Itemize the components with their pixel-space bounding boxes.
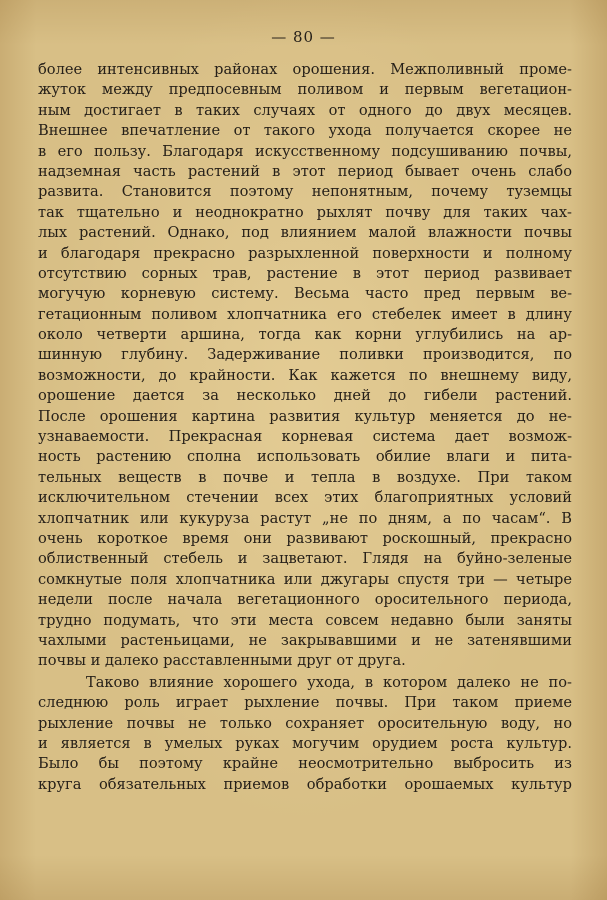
text-line: развита. Становится поэтому непонятным, почему туземцы <box>38 183 572 201</box>
text-line: в его пользу. Благодаря искусственному подсушиванию почвы, <box>38 142 572 160</box>
text-line: около четверти аршина, тогда как корни углубились на ар- <box>38 326 572 344</box>
body-text <box>38 60 572 795</box>
text-line: более интенсивных районах орошения. Межполивный проме- <box>38 61 572 78</box>
text-line: хлопчатник или кукуруза растут „не по дням, а по часам“. В <box>38 509 572 527</box>
text-line: могучую корневую систему. Весьма часто пред первым ве- <box>38 285 572 303</box>
text-line: сомкнутые поля хлопчатника или джугары спустя три — четыре <box>38 570 572 588</box>
text-line: шинную глубину. Задерживание поливки производится, по <box>38 346 572 364</box>
text-line: Было бы поэтому крайне неосмотрительно выбросить из <box>38 755 572 773</box>
text-line: круга обязательных приемов обработки орошаемых культур <box>38 775 572 793</box>
text-line: Внешнее впечатление от такого ухода получается скорее не <box>38 122 572 140</box>
text-line: очень короткое время они развивают роскошный, прекрасно <box>38 529 572 547</box>
text-line: ным достигает в таких случаях от одного до двух месяцев. <box>38 101 572 119</box>
text-line: гетационным поливом хлопчатника его стебелек имеет в длину <box>38 305 572 323</box>
text-line: надземная часть растений в этот период бывает очень слабо <box>38 162 572 180</box>
text-line: рыхление почвы не только сохраняет оросительную воду, но <box>38 714 572 732</box>
text-line: чахлыми растеньицами, не закрывавшими и не затенявшими <box>38 631 572 649</box>
page-number: — 80 — <box>271 28 336 46</box>
text-line: жуток между предпосевным поливом и первым вегетацион- <box>38 81 572 99</box>
text-line: и благодаря прекрасно разрыхленной поверхности и полному <box>38 244 572 262</box>
text-line: так тщательно и неоднократно рыхлят почву для таких чах- <box>38 203 572 221</box>
text-line: узнаваемости. Прекрасная корневая система дает возмож- <box>38 428 572 446</box>
text-line: ность растению сполна использовать обилие влаги и пита- <box>38 448 572 466</box>
text-line: тельных веществ в почве и тепла в воздухе. При таком <box>38 468 572 486</box>
text-line: трудно подумать, что эти места совсем недавно были заняты <box>38 611 572 629</box>
text-line: лых растений. Однако, под влиянием малой влажности почвы <box>38 224 572 242</box>
text-line: исключительном стечении всех этих благоприятных условий <box>38 489 572 507</box>
text-line: орошение дается за несколько дней до гибели растений. <box>38 387 572 405</box>
text-line: После орошения картина развития культур меняется до не- <box>38 407 572 425</box>
text-line: отсутствию сорных трав, растение в этот период развивает <box>38 264 572 282</box>
text-line: облиственный стебель и зацветают. Глядя на буйно-зеленые <box>38 550 572 568</box>
text-line-paragraph-end: почвы и далеко расставленными друг от друга. <box>38 652 406 670</box>
text-line: возможности, до крайности. Как кажется по внешнему виду, <box>38 366 572 384</box>
text-line-paragraph-start: Таково влияние хорошего ухода, в котором далеко не по- <box>86 673 572 691</box>
text-line: и является в умелых руках могучим орудием роста культур. <box>38 734 572 752</box>
text-line: следнюю роль играет рыхление почвы. При таком приеме <box>38 694 572 712</box>
text-line: недели после начала вегетационного оросительного периода, <box>38 591 572 609</box>
